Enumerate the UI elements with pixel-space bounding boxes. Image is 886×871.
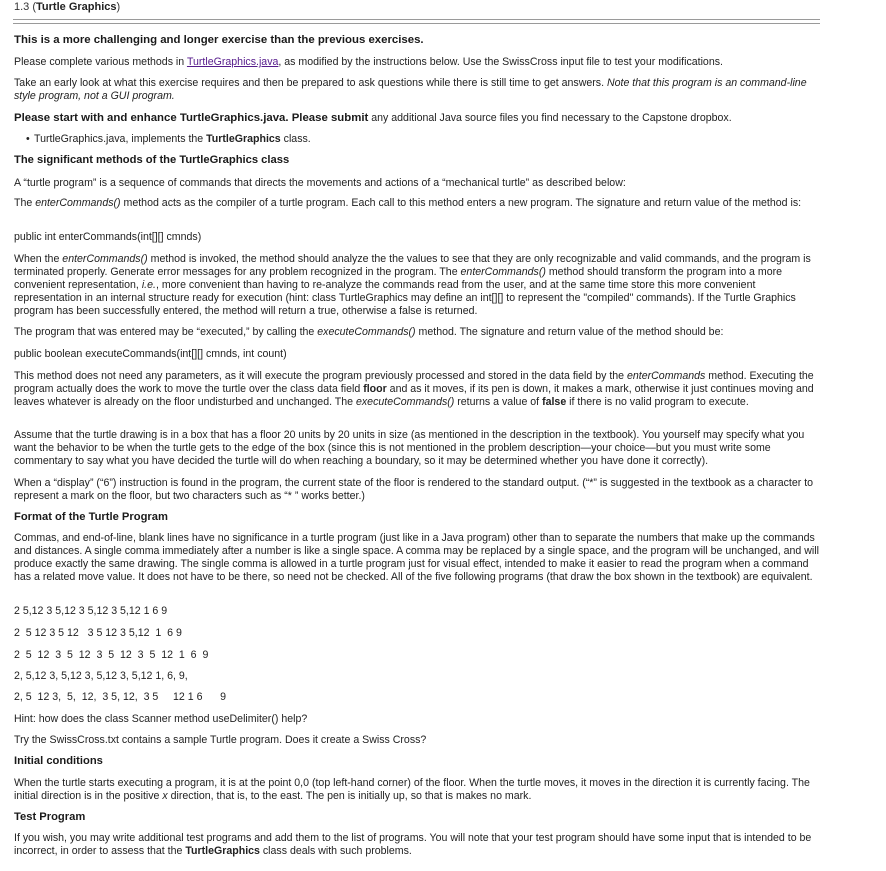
turtlegraphics-link[interactable]: TurtleGraphics.java [186, 56, 279, 68]
program-line: 2 5 12 3 5 12 3 5 12 3 5 12 1 6 9 [14, 649, 209, 661]
section-header: 1.3 (Turtle Graphics) [14, 1, 121, 13]
para-initial-conditions: When the turtle starts executing a program, it is at the point 0,0 (top left-hand corner) of the floor. When the turtle moves, it moves in the direction it is currently facing. The initial direction is in the positive x direction, that is, to the east. The pen is initially up, so that is makes no mark. [14, 777, 810, 802]
code-execute-commands: public boolean executeCommands(int[][] cmnds, int count) [14, 348, 287, 360]
para-display: When a “display” (“6”) instruction is found in the program, the current state of the floor is rendered to the standard output. (“*” is suggested in the textbook as a character to represent a mark on the floor, but two characters such as “* ” works better.) [14, 477, 814, 502]
para-no-parameters: This method does not need any parameters, as it will execute the program previously processed and stored in the data field by the enterCommands method. Executing the program actually does the work to move the turtle over the class data field floor and as it moves, if its pen is down, it makes a mark, otherwise it just continues moving and leaves whatever is already on the floor undisturbed and unchanged. The executeCommands() returns a value of false if there is no valid program to execute. [14, 370, 814, 408]
para-commas: Commas, and end-of-line, blank lines have no significance in a turtle program (just like in a Java program) other than to separate the numbers that make up the commands and distances. A single comma immediately after a number is like a single space. A comma may be replaced by a single space, and the program will be unchanged, and will produce exactly the same drawing. The single comma is allowed in a turtle program just for visual effect, intended to make it easier to read the program when a command has a related move value. It does not have to be there, so need not be checked. All of the five following programs (that draw the box shown in the textbook) are equivalent. [14, 532, 819, 583]
program-line: 2, 5,12 3, 5,12 3, 5,12 3, 5,12 1, 6, 9, [14, 670, 188, 682]
para-methods: Please complete various methods in TurtleGraphics.java, as modified by the instructions below. Use the SwissCross input file to test your modifications. [14, 56, 723, 68]
para-early: Take an early look at what this exercise requires and then be prepared to ask questions while there is still time to get answers. Note that this program is an command-line style program, not a GUI program. [14, 77, 807, 102]
heading-format: Format of the Turtle Program [14, 511, 168, 523]
program-line: 2, 5 12 3, 5, 12, 3 5, 12, 3 5 12 1 6 9 [14, 691, 227, 703]
para-submit: Please start with and enhance TurtleGraphics.java. Please submit any additional Java source files you find necessary to the Capstone dropbox. [14, 112, 732, 124]
heading-test-program: Test Program [14, 811, 86, 823]
program-line: 2 5,12 3 5,12 3 5,12 3 5,12 1 6 9 [14, 605, 168, 617]
para-swisscross: Try the SwissCross.txt contains a sample Turtle program. Does it create a Swiss Cross? [14, 734, 427, 746]
para-test-program: If you wish, you may write additional test programs and add them to the list of programs. You will note that your test program should have some input that is intended to be incorrect, in order to assess that the TurtleGraphics class deals with such problems. [14, 832, 812, 857]
para-executed: The program that was entered may be “executed,” by calling the executeCommands() method. The signature and return value of the method should be: [14, 326, 724, 338]
divider-bottom [13, 23, 820, 24]
divider-top [13, 19, 820, 20]
para-hint: Hint: how does the class Scanner method useDelimiter() help? [14, 713, 308, 725]
heading-main: This is a more challenging and longer exercise than the previous exercises. [14, 34, 424, 46]
para-invoked: When the enterCommands() method is invoked, the method should analyze the the values to see that they are only recognizable and valid commands, and the program is terminated properly. Generate error messages for any problem recognized in the program. The enterCommands() method should transform the program into a more convenient representation, i.e., more convenient than having to re-analyze the commands read from the user, and at the same time store this more convenient representation in an internal structure ready for execution (hint: class TurtleGraphics may define an int[][] to represent the "compiled" commands). If the Turtle Graphics program has been successfully entered, the method will return a true, otherwise a false is returned. [14, 253, 811, 317]
para-assume: Assume that the turtle drawing is in a box that has a floor 20 units by 20 units in size (as mentioned in the description in the textbook). You yourself may specify what you want the behavior to be when the turtle gets to the edge of the box (since this is not mentioned in the problem description—your choice—but you must write some commentary to say what you have decided the turtle will do when reaching a boundary, so it may be determined whether you have done it correctly). [14, 429, 805, 467]
para-enter-commands: The enterCommands() method acts as the compiler of a turtle program. Each call to this method enters a new program. The signature and return value of the method is: [14, 197, 802, 209]
code-enter-commands: public int enterCommands(int[][] cmnds) [14, 231, 202, 243]
para-turtle-program: A “turtle program” is a sequence of commands that directs the movements and actions of a “mechanical turtle” as described below: [14, 177, 626, 189]
heading-significant-methods: The significant methods of the TurtleGraphics class [14, 154, 290, 166]
heading-initial-conditions: Initial conditions [14, 755, 103, 767]
program-line: 2 5 12 3 5 12 3 5 12 3 5,12 1 6 9 [14, 627, 182, 639]
bullet-item: • TurtleGraphics.java, implements the TurtleGraphics class. [34, 133, 840, 146]
